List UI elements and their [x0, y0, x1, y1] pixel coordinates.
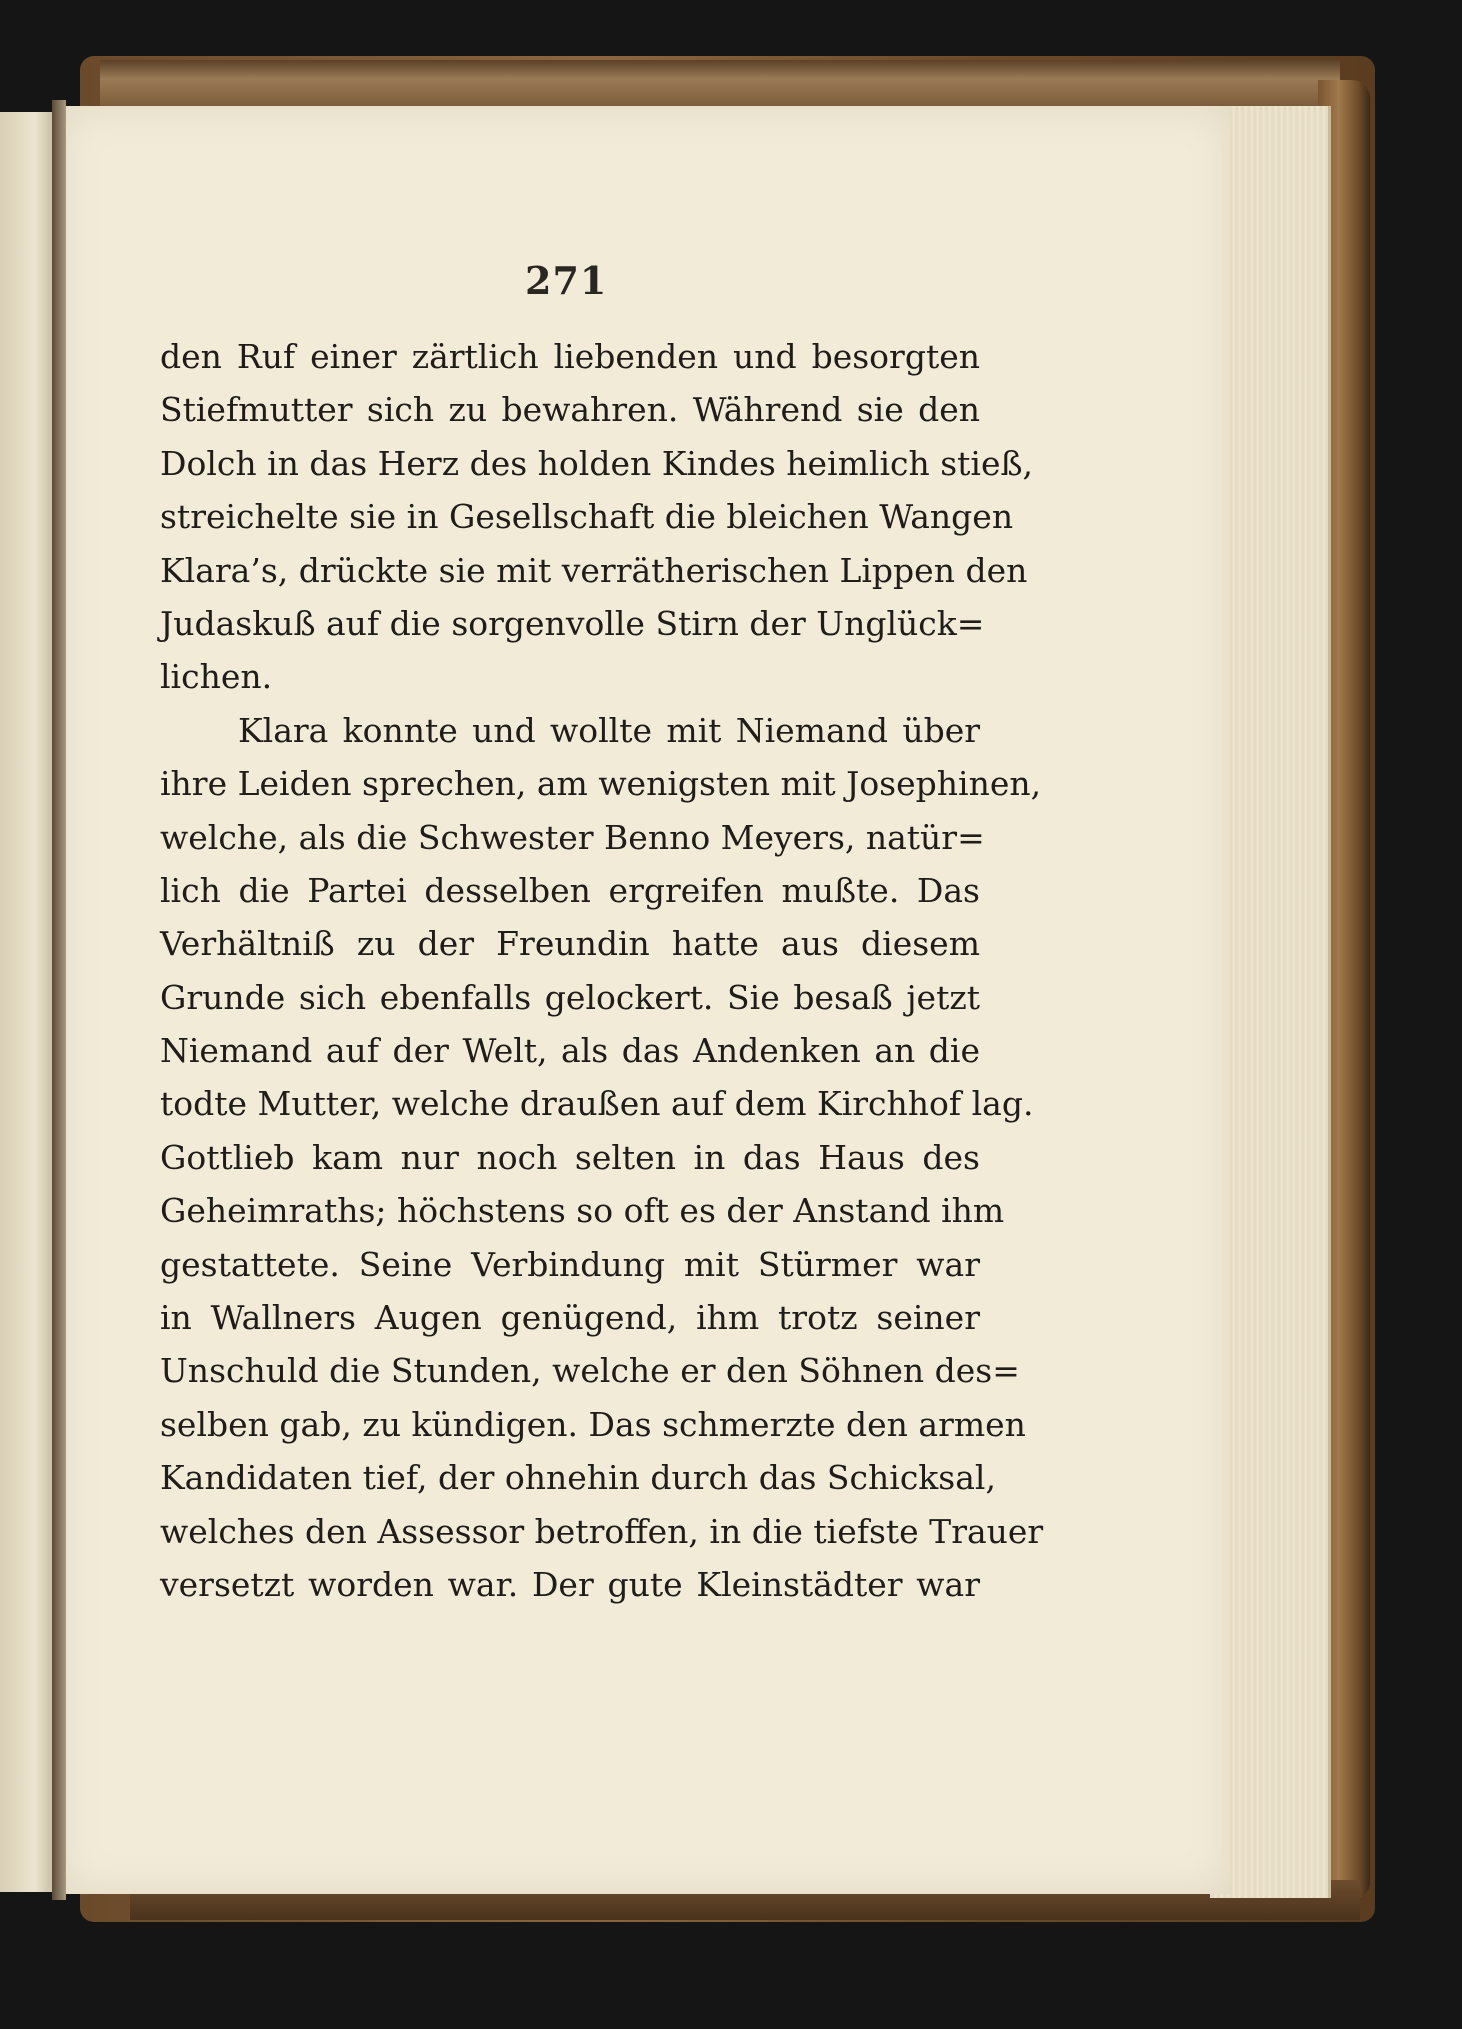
- body-text: [160, 330, 1044, 1611]
- text-line: welche, als die Schwester Benno Meyers, natür=: [160, 817, 985, 857]
- text-line: Klara’s, drückte sie mit verrätherischen Lippen den: [160, 550, 1028, 590]
- text-line: lich die Partei desselben ergreifen mußte. Das: [160, 870, 980, 910]
- text-line: Verhältniß zu der Freundin hatte aus diesem: [160, 924, 980, 964]
- page-number: 271: [525, 258, 608, 303]
- text-line: Stiefmutter sich zu bewahren. Während sie den: [160, 390, 980, 430]
- text-line: gestattete. Seine Verbindung mit Stürmer war: [160, 1244, 980, 1284]
- text-line: Dolch in das Herz des holden Kindes heimlich stieß,: [160, 443, 1034, 483]
- text-line: welches den Assessor betroffen, in die tiefste Trauer: [160, 1511, 1044, 1551]
- text-line: streichelte sie in Gesellschaft die bleichen Wangen: [160, 497, 1014, 537]
- page-gutter: [52, 100, 66, 1900]
- text-line: ihre Leiden sprechen, am wenigsten mit Josephinen,: [160, 764, 1042, 804]
- text-line: Klara konnte und wollte mit Niemand über: [238, 710, 980, 750]
- text-line: Unschuld die Stunden, welche er den Söhnen des=: [160, 1351, 1020, 1391]
- text-line: Kandidaten tief, der ohnehin durch das Schicksal,: [160, 1458, 996, 1498]
- previous-page-edge: [0, 112, 58, 1892]
- text-line: versetzt worden war. Der gute Kleinstädter war: [160, 1564, 980, 1604]
- text-line: Niemand auf der Welt, als das Andenken an die: [160, 1031, 980, 1071]
- text-line: lichen.: [160, 657, 273, 697]
- text-line: Grunde sich ebenfalls gelockert. Sie besaß jetzt: [160, 977, 980, 1017]
- text-line: Judaskuß auf die sorgenvolle Stirn der Unglück=: [160, 603, 985, 643]
- text-line: selben gab, zu kündigen. Das schmerzte den armen: [160, 1404, 1026, 1444]
- cover-top-edge: [100, 60, 1340, 108]
- text-line: Gottlieb kam nur noch selten in das Haus des: [160, 1137, 980, 1177]
- text-line: den Ruf einer zärtlich liebenden und besorgten: [160, 337, 980, 376]
- text-line: todte Mutter, welche draußen auf dem Kirchhof lag.: [160, 1084, 1034, 1124]
- text-line: Geheimraths; höchstens so oft es der Anstand ihm: [160, 1191, 1005, 1231]
- text-line: in Wallners Augen genügend, ihm trotz seiner: [160, 1298, 980, 1338]
